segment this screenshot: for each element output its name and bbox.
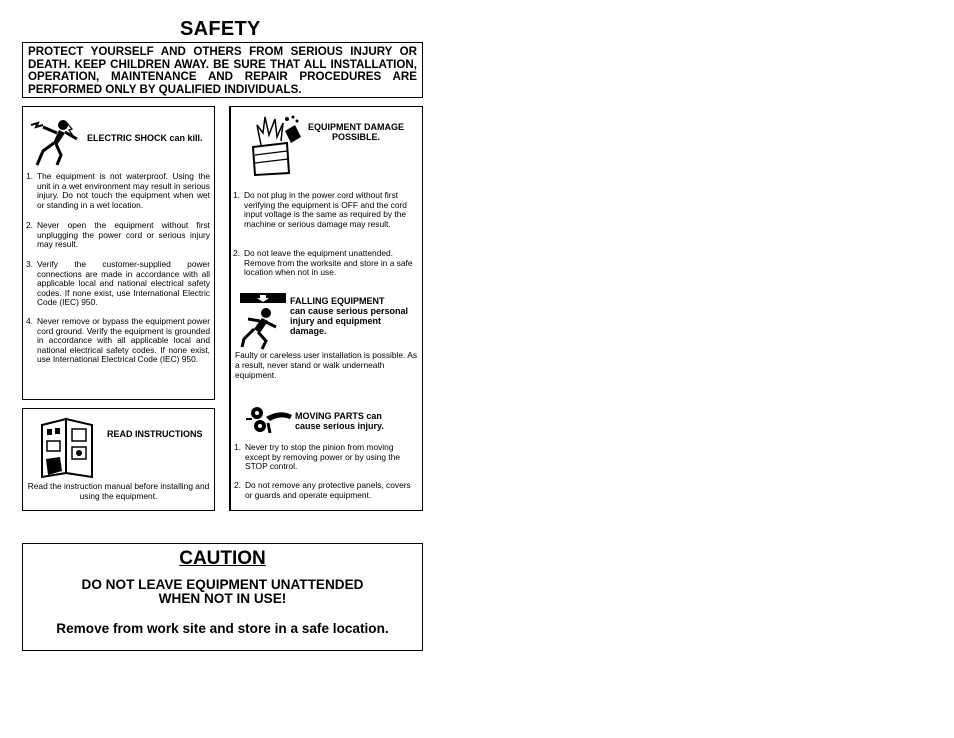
caution-title: CAUTION [179, 548, 266, 569]
list-item: 1. Never try to stop the pinion from moving except by removing power or by using the STOP control. [234, 442, 401, 472]
safety-warning-text: PROTECT YOURSELF AND OTHERS FROM SERIOUS INJURY OR DEATH. KEEP CHILDREN AWAY. BE SURE THAT ALL INSTALLATION, OPERATION, MAINTENANCE AND REPAIR PROCEDURES ARE PERFORMED ONLY BY QUALIFIED INDIVIDUALS. [28, 45, 417, 96]
read-instructions-text: Read the instruction manual before installing and using the equipment. [27, 481, 210, 501]
equipment-hazards-panel [229, 106, 423, 511]
equipment-damage-icon [247, 111, 303, 177]
list-item: 2. Do not remove any protective panels, covers or guards and operate equipment. [234, 480, 411, 500]
equipment-damage-heading: EQUIPMENT DAMAGE POSSIBLE. [307, 122, 404, 142]
list-item: 1. The equipment is not waterproof. Using the unit in a wet environment may result in serious injury. Do not touch the equipment when wet or standing in a wet location. [26, 171, 210, 210]
electric-shock-panel [22, 106, 215, 400]
safety-warning-box [22, 42, 423, 98]
moving-parts-icon [240, 405, 294, 435]
page-title: SAFETY [180, 18, 261, 40]
caution-line-3: Remove from work site and store in a safe location. [56, 621, 389, 636]
list-item: 3. Verify the customer-supplied power connections are made in accordance with all applicable local and national electrical safety codes. If none exist, use International Electric Code (IEC) 950. [26, 259, 210, 308]
list-item: 4. Never remove or bypass the equipment power cord ground. Verify the equipment is grounded in accordance with all applicable local and national electrical safety codes. If none exist, use International Electrical Code (IEC) 950. [26, 316, 210, 365]
manual-book-icon [38, 415, 98, 479]
falling-equipment-heading: FALLING EQUIPMENT can cause serious personal injury and equipment damage. [290, 296, 409, 336]
list-item: 2. Do not leave the equipment unattended. Remove from the worksite and store in a safe location when not in use. [233, 248, 413, 278]
caution-line-1: DO NOT LEAVE EQUIPMENT UNATTENDED [81, 577, 364, 592]
moving-parts-heading: MOVING PARTS can cause serious injury. [295, 411, 384, 431]
read-instructions-panel [22, 408, 215, 511]
caution-line-2: WHEN NOT IN USE! [158, 591, 287, 606]
falling-equipment-text: Faulty or careless user installation is possible. As a result, never stand or walk underneath equipment. [235, 350, 418, 380]
caution-box [22, 543, 423, 651]
electric-shock-heading: ELECTRIC SHOCK can kill. [87, 133, 203, 143]
list-item: 1. Do not plug in the power cord without first verifying the equipment is OFF and the cord input voltage is the same as required by the machine or serious damage may result. [233, 190, 407, 229]
read-instructions-heading: READ INSTRUCTIONS [107, 429, 203, 439]
falling-equipment-icon [240, 293, 288, 351]
list-item: 2. Never open the equipment without first unplugging the power cord or serious injury may result. [26, 220, 210, 250]
electric-shock-icon [29, 115, 83, 167]
